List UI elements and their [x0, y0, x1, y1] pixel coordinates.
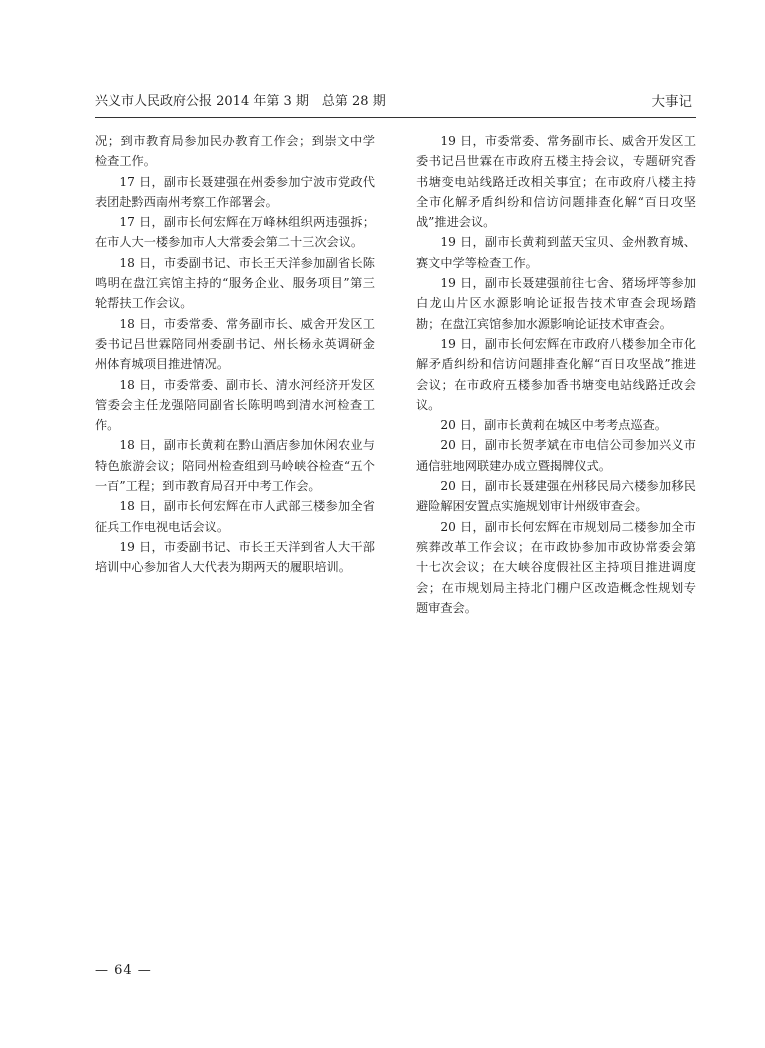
- paragraph: 18 日，市委副书记、市长王天洋参加副省长陈鸣明在盘江宾馆主持的“服务企业、服务项目”第三轮帮扶工作会议。: [95, 255, 375, 311]
- paragraph: 18 日，市委常委、副市长、清水河经济开发区管委会主任龙强陪同副省长陈明鸣到清水河检查工作。: [95, 377, 375, 433]
- paragraph: 20 日，副市长何宏辉在市规划局二楼参加全市殡葬改革工作会议；在市政协参加市政协常委会第十七次会议；在大峡谷度假社区主持项目推进调度会；在市规划局主持北门棚户区改造概念性规划专题审查会。: [416, 519, 696, 615]
- right-column: [416, 131, 696, 618]
- publication-title: 兴义市人民政府公报 2014 年第 3 期 总第 28 期: [95, 94, 386, 109]
- section-title: 大事记: [651, 94, 692, 110]
- paragraph: 19 日，市委副书记、市长王天洋到省人大干部培训中心参加省人大代表为期两天的履职培训。: [95, 539, 375, 575]
- paragraph: 19 日，副市长黄莉到蓝天宝贝、金州教育城、赛文中学等检查工作。: [416, 235, 696, 270]
- paragraph: 况；到市教育局参加民办教育工作会；到崇文中学检查工作。: [95, 134, 375, 169]
- page-header: [95, 93, 692, 115]
- page-number: — 64 —: [95, 963, 152, 978]
- left-column: [95, 131, 375, 578]
- paragraph: 18 日，副市长何宏辉在市人武部三楼参加全省征兵工作电视电话会议。: [95, 499, 375, 534]
- header-divider: [95, 117, 696, 118]
- paragraph: 17 日，副市长聂建强在州委参加宁波市党政代表团赴黔西南州考察工作部署会。: [95, 174, 375, 209]
- paragraph: 20 日，副市长黄莉在城区中考考点巡查。: [440, 418, 667, 433]
- paragraph: 18 日，市委常委、常务副市长、威舍开发区工委书记吕世霖陪同州委副书记、州长杨永英调研金州体育城项目推进情况。: [95, 316, 375, 372]
- paragraph: 20 日，副市长聂建强在州移民局六楼参加移民避险解困安置点实施规划审计州级审查会。: [416, 479, 696, 514]
- paragraph: 17 日，副市长何宏辉在万峰林组织两违强拆；在市人大一楼参加市人大常委会第二十三次会议。: [95, 215, 375, 250]
- paragraph: 20 日，副市长贺孝斌在市电信公司参加兴义市通信驻地网联建办成立暨揭牌仪式。: [416, 438, 696, 473]
- paragraph: 18 日，副市长黄莉在黔山酒店参加休闲农业与特色旅游会议；陪同州检查组到马岭峡谷检查“五个一百”工程；到市教育局召开中考工作会。: [95, 438, 375, 494]
- paragraph: 19 日，副市长聂建强前往七舍、猪场坪等参加白龙山片区水源影响论证报告技术审查会现场踏勘；在盘江宾馆参加水源影响论证技术审查会。: [416, 276, 696, 331]
- paragraph: 19 日，市委常委、常务副市长、威舍开发区工委书记吕世霖在市政府五楼主持会议，专题研究香书塘变电站线路迁改相关事宜；在市政府八楼主持全市化解矛盾纠纷和信访问题排查化解“百日攻坚战”推进会议。: [416, 134, 696, 230]
- paragraph: 19 日，副市长何宏辉在市政府八楼参加全市化解矛盾纠纷和信访问题排查化解“百日攻坚战”推进会议；在市政府五楼参加香书塘变电站线路迁改会议。: [416, 336, 696, 412]
